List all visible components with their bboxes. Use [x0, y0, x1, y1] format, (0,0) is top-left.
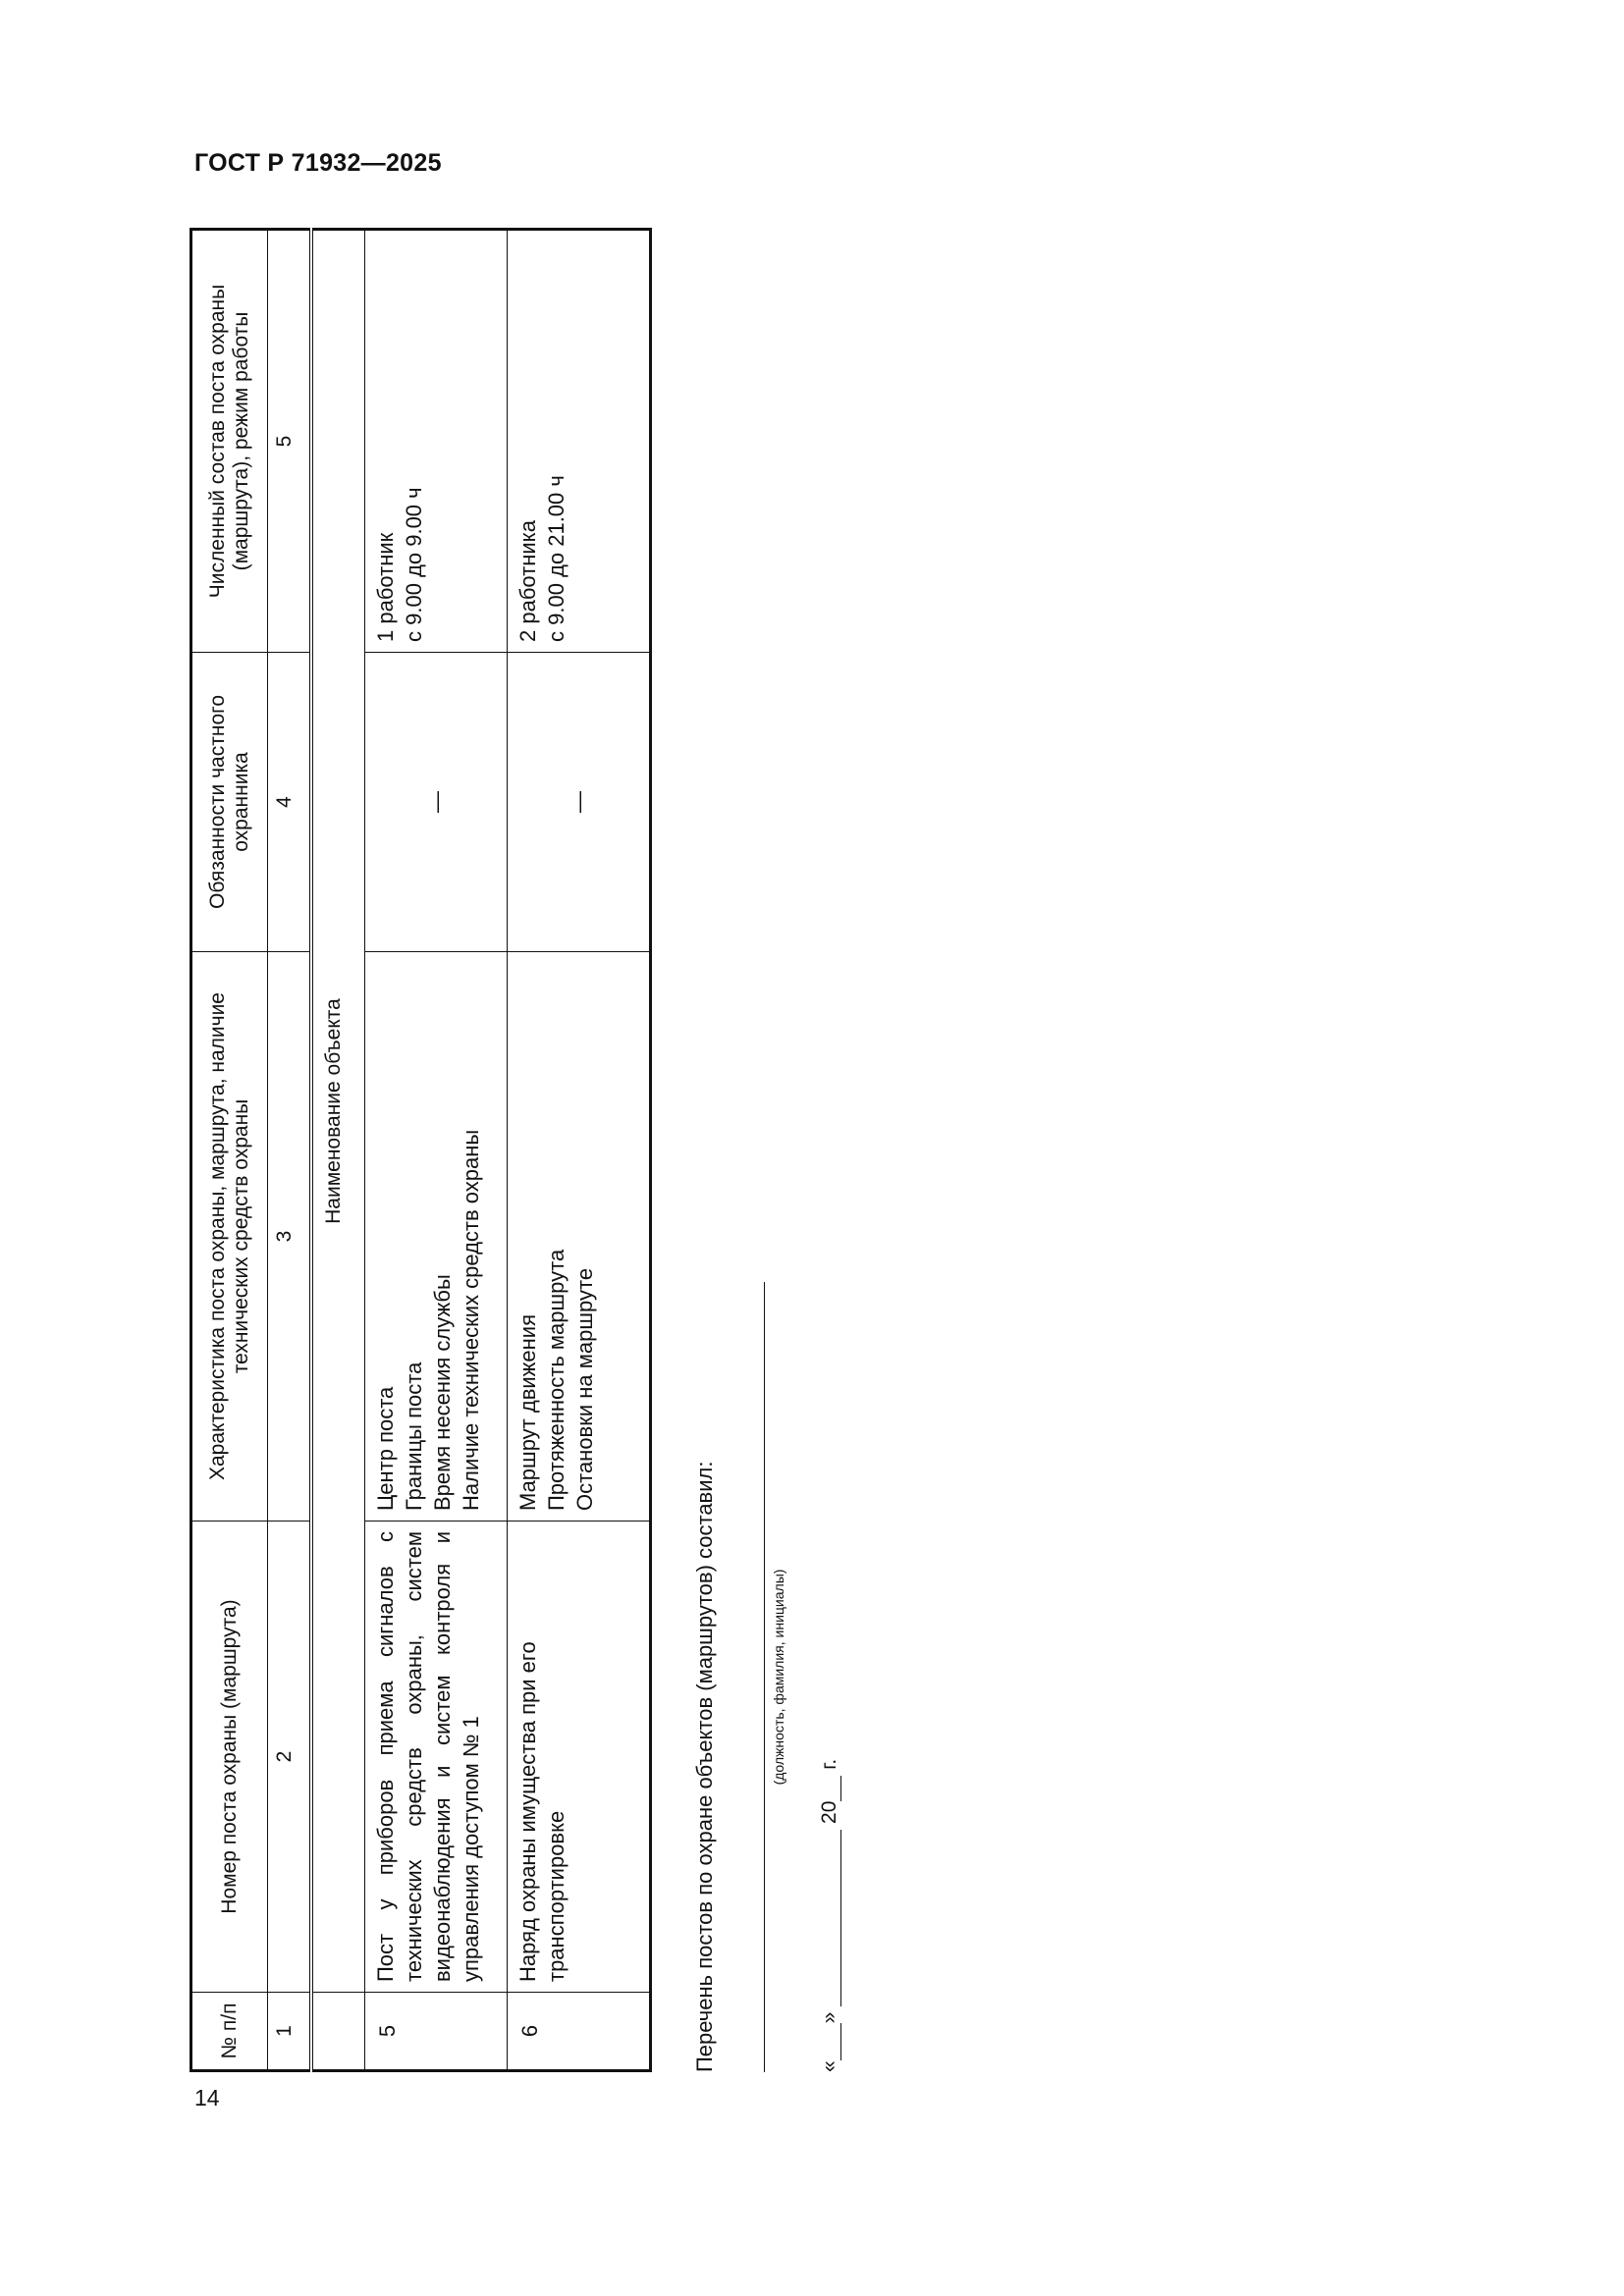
- page-number: 14: [194, 2085, 220, 2110]
- column-number: 3: [268, 952, 312, 1522]
- characteristic-item: Маршрут движения: [515, 1314, 540, 1511]
- characteristic-item: Время несения службы: [430, 1274, 455, 1511]
- column-number-row: [268, 230, 312, 2071]
- column-number: 2: [268, 1522, 312, 1993]
- table-row: [365, 230, 508, 2071]
- document-header: ГОСТ Р 71932—2025: [194, 149, 442, 177]
- header-post-number: Номер поста охраны (маршрута): [191, 1522, 268, 1993]
- object-name-empty-cell: [311, 1993, 365, 2071]
- staff-schedule: [365, 230, 508, 653]
- date-year-prefix: 20: [818, 1800, 840, 1824]
- date-close-quote: »: [818, 2011, 840, 2024]
- staff-count: 2 работника: [515, 519, 540, 642]
- staff-schedule: [508, 230, 651, 653]
- object-name-row: [311, 230, 365, 2071]
- staff-count: 1 работник: [373, 532, 398, 642]
- guard-duties: —: [508, 653, 651, 952]
- date-line: [818, 1759, 841, 2072]
- work-hours: с 9.00 до 21.00 ч: [544, 475, 568, 642]
- object-name: Наименование объекта: [311, 230, 365, 1993]
- day-blank: [819, 2023, 841, 2060]
- post-name: Наряд охраны имущества при его транспортировке: [508, 1522, 651, 1993]
- post-characteristics: [365, 952, 508, 1522]
- characteristic-item: Границы поста: [402, 1362, 426, 1511]
- month-blank: [819, 1830, 841, 2006]
- header-staff: Численный состав поста охраны (маршрута), режим работы: [191, 230, 268, 653]
- header-duties: Обязанности частного охранника: [191, 653, 268, 952]
- header-characteristics: Характеристика поста охраны, маршрута, наличие технических средств охраны: [191, 952, 268, 1522]
- year-blank: [819, 1776, 841, 1801]
- characteristic-item: Протяженность маршрута: [544, 1249, 568, 1511]
- row-number: 6: [508, 1993, 651, 2071]
- work-hours: с 9.00 до 9.00 ч: [402, 487, 426, 642]
- rotated-content: [189, 231, 1250, 2072]
- signature-caption: (должность, фамилия, инициалы): [771, 1569, 786, 1786]
- date-open-quote: «: [818, 2060, 840, 2072]
- characteristic-item: Центр поста: [373, 1386, 398, 1511]
- compiled-by-text: Перечень постов по охране объектов (маршрутов) составил:: [692, 1461, 717, 2072]
- guard-duties: —: [365, 653, 508, 952]
- table-row: [508, 230, 651, 2071]
- posts-table: [189, 228, 652, 2072]
- table-header-row: [191, 230, 268, 2071]
- row-number: 5: [365, 1993, 508, 2071]
- date-year-suffix: г.: [818, 1758, 840, 1770]
- post-characteristics: [508, 952, 651, 1522]
- characteristic-item: Наличие технических средств охраны: [459, 1129, 483, 1511]
- signature-line: [764, 1282, 765, 2072]
- column-number: 5: [268, 230, 312, 653]
- post-name: Пост у приборов приема сигналов с технических средств охраны, систем видеонаблюдения и систем контроля и управления доступом № 1: [365, 1522, 508, 1993]
- characteristic-item: Остановки на маршруте: [572, 1267, 597, 1511]
- header-number: № п/п: [191, 1993, 268, 2071]
- column-number: 1: [268, 1993, 312, 2071]
- column-number: 4: [268, 653, 312, 952]
